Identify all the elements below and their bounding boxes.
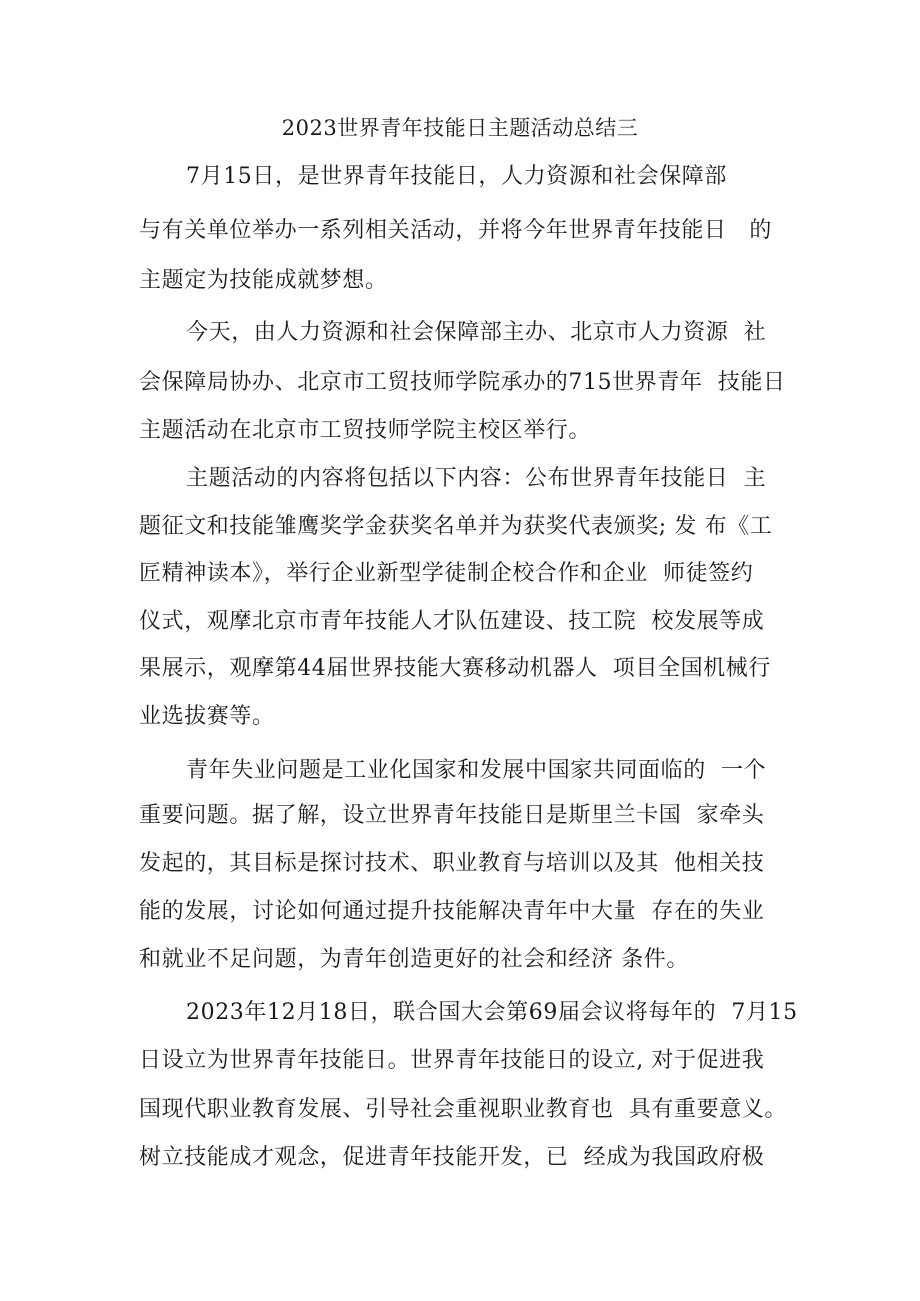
paragraph-3-line-1: 主题活动的内容将包括以下内容：公布世界青年技能日 主 [186,466,767,491]
paragraph-5-line-3: 国现代职业教育发展、引导社会重视职业教育也 具有重要意义。 [139,1097,787,1122]
document-title: 2023世界青年技能日主题活动总结三 [281,116,639,140]
paragraph-2-line-1: 今天，由人力资源和社会保障部主办、北京市人力资源 社 [186,320,767,345]
paragraph-3-line-3: 匠精神读本》，举行企业新型学徒制企校合作和企业 师徒签约 [139,561,754,586]
paragraph-4-line-5: 和就业不足问题，为青年创造更好的社会和经济 条件。 [139,947,689,972]
paragraph-4-line-3: 发起的，其目标是探讨技术、职业教育与培训以及其 他相关技 [139,851,765,876]
paragraph-1-line-2: 与有关单位举办一系列相关活动，并将今年世界青年技能日 的 [139,218,772,243]
paragraph-3-line-2: 题征文和技能雏鹰奖学金获奖名单并为获奖代表颁奖; 发 布《工 [139,514,773,539]
paragraph-2-line-3: 主题活动在北京市工贸技师学院主校区举行。 [139,418,592,443]
paragraph-3-line-4: 仪式，观摩北京市青年技能人才队伍建设、技工院 校发展等成 [139,609,765,634]
paragraph-1-line-1: 7月15日，是世界青年技能日，人力资源和社会保障部 [186,164,727,189]
paragraph-2-line-2: 会保障局协办、北京市工贸技师学院承办的715世界青年 技能日 [139,370,786,395]
paragraph-5-line-2: 日设立为世界青年技能日。世界青年技能日的设立, 对于促进我 [139,1048,765,1073]
paragraph-5-line-1: 2023年12月18日，联合国大会第69届会议将每年的 7月15 [186,1000,798,1025]
paragraph-4-line-4: 能的发展，讨论如何通过提升技能解决青年中大量 存在的失业 [139,899,765,924]
paragraph-4-line-1: 青年失业问题是工业化国家和发展中国家共同面临的 一个 [186,758,767,783]
paragraph-5-line-4: 树立技能成才观念，促进青年技能开发，已 经成为我国政府极 [139,1145,765,1170]
paragraph-4-line-2: 重要问题。据了解，设立世界青年技能日是斯里兰卡国 家牵头 [139,803,765,828]
paragraph-3-line-6: 业选拔赛等。 [139,704,275,729]
paragraph-1-line-3: 主题定为技能成就梦想。 [139,268,388,293]
paragraph-3-line-5: 果展示，观摩第44届世界技能大赛移动机器人 项目全国机械行 [139,656,771,681]
